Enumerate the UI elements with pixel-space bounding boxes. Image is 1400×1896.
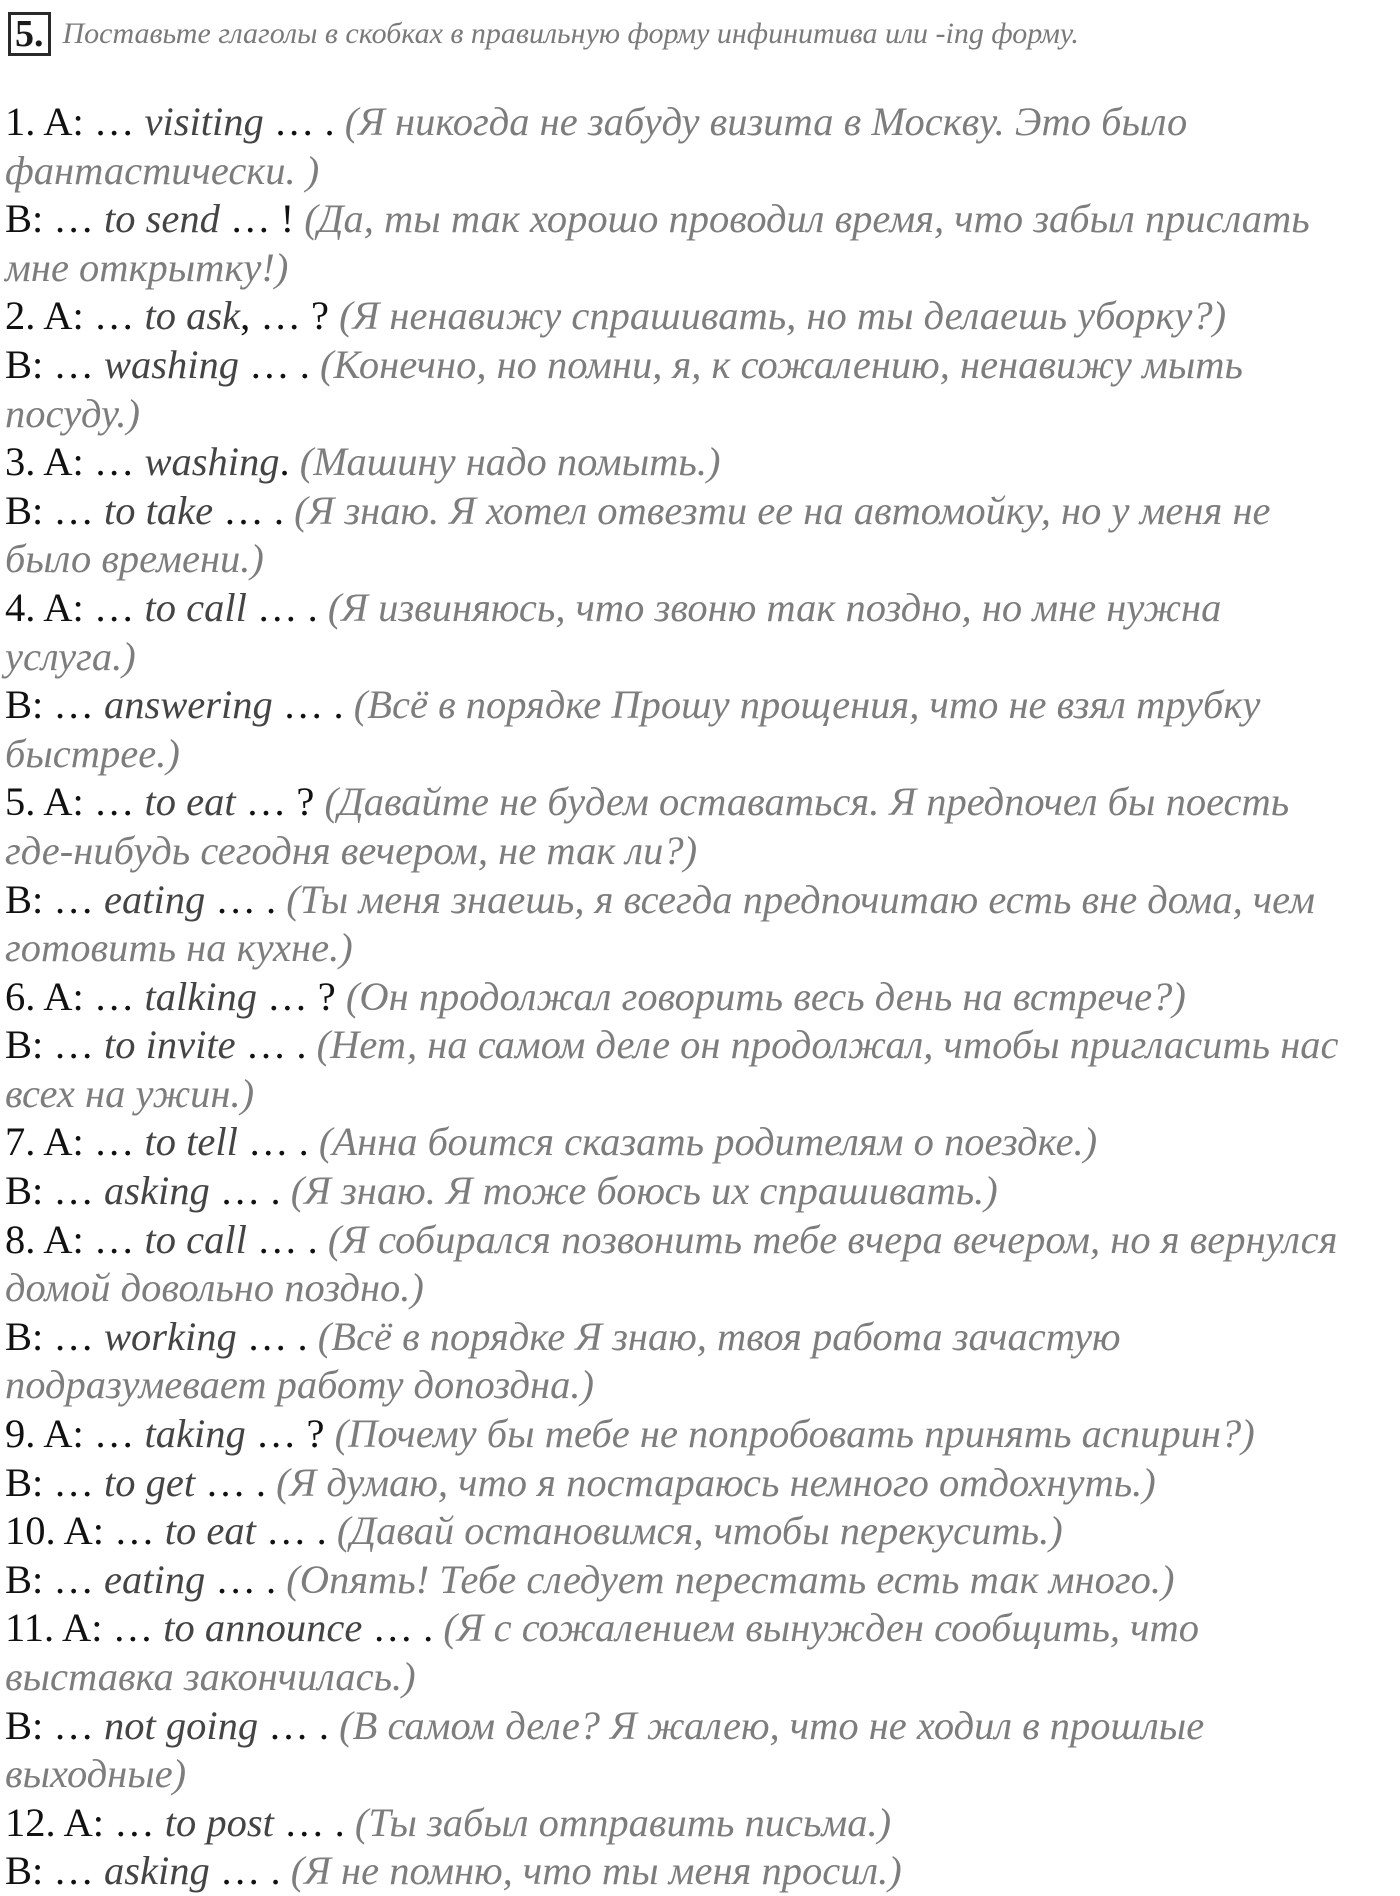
line-label: 1. A: … <box>5 99 145 144</box>
line-punctuation: … . <box>237 1119 319 1165</box>
answer-line <box>5 1070 1397 1119</box>
answer-line <box>5 1604 1397 1653</box>
line-punctuation: … . <box>246 1216 328 1262</box>
answer-line <box>5 1847 1397 1896</box>
line-label: 2. A: … <box>5 293 145 339</box>
answer-line <box>5 1799 1397 1848</box>
line-punctuation: … . <box>272 682 354 728</box>
verb-answer: eating <box>104 1556 206 1602</box>
russian-translation: фантастически. ) <box>5 147 320 193</box>
russian-translation: подразумевает работу допоздна.) <box>5 1362 594 1408</box>
line-label: B: … <box>5 487 105 533</box>
line-punctuation: … . <box>236 1313 318 1359</box>
line-label: B: … <box>5 876 105 922</box>
verb-answer: to eat <box>144 779 236 825</box>
line-label: B: … <box>5 1313 105 1359</box>
answer-line <box>5 390 1397 439</box>
answer-line <box>5 1021 1397 1070</box>
answer-line <box>5 1167 1397 1216</box>
verb-answer: to eat <box>164 1508 256 1554</box>
russian-translation: выставка закончилась.) <box>5 1654 416 1699</box>
russian-translation: (Нет, на самом деле он продолжал, чтобы пригласить нас <box>316 1022 1339 1068</box>
line-label: 5. A: … <box>5 779 145 825</box>
russian-translation: (Я ненавижу спрашивать, но ты делаешь уборку?) <box>339 293 1227 339</box>
line-punctuation: … . <box>209 1848 291 1894</box>
line-label: 7. A: … <box>5 1119 145 1165</box>
line-punctuation: … . <box>209 1168 291 1214</box>
answer-line <box>5 98 1397 147</box>
line-label: 4. A: … <box>5 584 145 630</box>
line-punctuation: … ! <box>219 196 305 242</box>
verb-answer: answering <box>104 682 273 728</box>
russian-translation: было времени.) <box>5 536 264 582</box>
verb-answer: to invite <box>104 1022 236 1068</box>
verb-answer: to announce <box>163 1605 363 1651</box>
task-number: 5. <box>8 12 51 56</box>
russian-translation: (Я собирался позвонить тебе вчера вечером, но я вернулся <box>327 1216 1338 1262</box>
answer-line <box>5 535 1397 584</box>
line-punctuation: … . <box>213 487 295 533</box>
line-punctuation: . <box>279 439 300 485</box>
russian-translation: (В самом деле? Я жалею, что не ходил в прошлые <box>339 1702 1205 1748</box>
russian-translation: (Я знаю. Я хотел отвезти ее на автомойку, но у меня не <box>294 487 1271 533</box>
russian-translation: (Я знаю. Я тоже боюсь их спрашивать.) <box>290 1168 998 1214</box>
line-label: B: … <box>5 1702 105 1748</box>
line-label: 12. A: … <box>5 1799 165 1845</box>
russian-translation: (Почему бы тебе не попробовать принять аспирин?) <box>334 1411 1255 1457</box>
answer-line <box>5 584 1397 633</box>
verb-answer: asking <box>104 1168 210 1214</box>
line-label: 6. A: … <box>5 973 145 1019</box>
line-punctuation: … ? <box>235 779 325 825</box>
answer-line <box>5 633 1397 682</box>
verb-answer: to get <box>104 1459 196 1505</box>
answer-line <box>5 876 1397 925</box>
verb-answer: taking <box>144 1411 246 1457</box>
russian-translation: (Да, ты так хорошо проводил время, что забыл прислать <box>304 196 1310 242</box>
answer-line <box>5 341 1397 390</box>
line-punctuation: … ? <box>245 1411 335 1457</box>
russian-translation: домой довольно поздно.) <box>5 1265 424 1311</box>
answer-line <box>5 1118 1397 1167</box>
line-punctuation: … ? <box>257 973 346 1019</box>
answer-line <box>5 778 1397 827</box>
line-label: B: … <box>5 1168 105 1214</box>
answer-line <box>5 730 1397 779</box>
line-punctuation: … . <box>195 1459 277 1505</box>
russian-translation: (Я никогда не забуду визита в Москву. Это было <box>344 99 1188 144</box>
answer-list <box>5 98 1397 1896</box>
verb-answer: washing <box>144 439 280 485</box>
verb-answer: to call <box>144 584 247 630</box>
russian-translation: (Ты забыл отправить письма.) <box>354 1799 892 1845</box>
task-instruction: Поставьте глаголы в скобках в правильную форму инфинитива или -ing форму. <box>62 17 1079 50</box>
answer-line <box>5 292 1397 341</box>
russian-translation: (Ты меня знаешь, я всегда предпочитаю есть вне дома, чем <box>286 876 1315 922</box>
answer-line <box>5 147 1397 196</box>
russian-translation: (Я не помню, что ты меня просил.) <box>290 1848 902 1894</box>
answer-line <box>5 1313 1397 1362</box>
russian-translation: (Конечно, но помни, я, к сожалению, ненавижу мыть <box>320 341 1243 387</box>
answer-line <box>5 487 1397 536</box>
line-punctuation: , … ? <box>240 293 340 339</box>
russian-translation: (Я думаю, что я постараюсь немного отдохнуть.) <box>276 1459 1156 1505</box>
line-label: 11. A: … <box>5 1605 164 1651</box>
answer-line <box>5 1264 1397 1313</box>
line-label: 3. A: … <box>5 439 145 485</box>
answer-line <box>5 438 1397 487</box>
line-label: B: … <box>5 682 105 728</box>
verb-answer: visiting <box>144 99 264 144</box>
line-label: 9. A: … <box>5 1411 145 1457</box>
verb-answer: asking <box>104 1848 210 1894</box>
verb-answer: working <box>104 1313 237 1359</box>
russian-translation: всех на ужин.) <box>5 1070 255 1116</box>
line-label: B: … <box>5 1022 105 1068</box>
answer-line <box>5 827 1397 876</box>
verb-answer: not going <box>104 1702 259 1748</box>
russian-translation: готовить на кухне.) <box>5 925 353 971</box>
line-label: B: … <box>5 1459 105 1505</box>
line-punctuation: … . <box>263 99 345 144</box>
russian-translation: посуду.) <box>5 390 141 436</box>
line-punctuation: … . <box>246 584 328 630</box>
line-label: B: … <box>5 196 105 242</box>
russian-translation: (Давайте не будем оставаться. Я предпочел бы поесть <box>324 779 1290 825</box>
line-punctuation: … . <box>362 1605 444 1651</box>
russian-translation: услуга.) <box>5 633 136 679</box>
answer-line <box>5 973 1397 1022</box>
line-punctuation: … . <box>273 1799 355 1845</box>
verb-answer: eating <box>104 876 206 922</box>
verb-answer: to call <box>144 1216 247 1262</box>
line-punctuation: … . <box>239 341 321 387</box>
russian-translation: (Давай остановимся, чтобы перекусить.) <box>336 1508 1063 1554</box>
line-label: B: … <box>5 341 105 387</box>
russian-translation: мне открытку!) <box>5 244 289 290</box>
answer-line <box>5 1216 1397 1265</box>
line-label: B: … <box>5 1556 105 1602</box>
line-punctuation: … . <box>235 1022 317 1068</box>
russian-translation: (Опять! Тебе следует перестать есть так много.) <box>286 1556 1175 1602</box>
answer-line <box>5 1750 1397 1799</box>
russian-translation: быстрее.) <box>5 730 180 776</box>
answer-line <box>5 1459 1397 1508</box>
verb-answer: washing <box>104 341 240 387</box>
line-punctuation: … . <box>258 1702 340 1748</box>
exercise-header <box>8 12 1079 56</box>
line-punctuation: … . <box>255 1508 337 1554</box>
line-label: 8. A: … <box>5 1216 145 1262</box>
verb-answer: to post <box>164 1799 274 1845</box>
answer-line <box>5 1410 1397 1459</box>
russian-translation: (Я с сожалением вынужден сообщить, что <box>443 1605 1199 1651</box>
russian-translation: выходные) <box>5 1751 187 1797</box>
verb-answer: to ask <box>144 293 241 339</box>
russian-translation: (Всё в порядке Я знаю, твоя работа зачастую <box>317 1313 1121 1359</box>
russian-translation: (Всё в порядке Прошу прощения, что не взял трубку <box>353 682 1261 728</box>
verb-answer: talking <box>144 973 257 1019</box>
russian-translation: (Я извиняюсь, что звоню так поздно, но мне нужна <box>327 584 1222 630</box>
verb-answer: to tell <box>144 1119 238 1165</box>
line-punctuation: … . <box>205 876 287 922</box>
russian-translation: (Он продолжал говорить весь день на встрече?) <box>345 973 1186 1019</box>
answer-line <box>5 1361 1397 1410</box>
answer-line <box>5 681 1397 730</box>
answer-line <box>5 1556 1397 1605</box>
line-label: 10. A: … <box>5 1508 165 1554</box>
verb-answer: to send <box>104 196 220 242</box>
russian-translation: (Машину надо помыть.) <box>299 439 721 485</box>
answer-line <box>5 1653 1397 1702</box>
answer-line <box>5 1507 1397 1556</box>
answer-line <box>5 1702 1397 1751</box>
russian-translation: где-нибудь сегодня вечером, не так ли?) <box>5 827 698 873</box>
verb-answer: to take <box>104 487 214 533</box>
line-punctuation: … . <box>205 1556 287 1602</box>
russian-translation: (Анна боится сказать родителям о поездке.) <box>318 1119 1098 1165</box>
answer-line <box>5 924 1397 973</box>
answer-line <box>5 195 1397 244</box>
line-label: B: … <box>5 1848 105 1894</box>
answer-line <box>5 244 1397 293</box>
